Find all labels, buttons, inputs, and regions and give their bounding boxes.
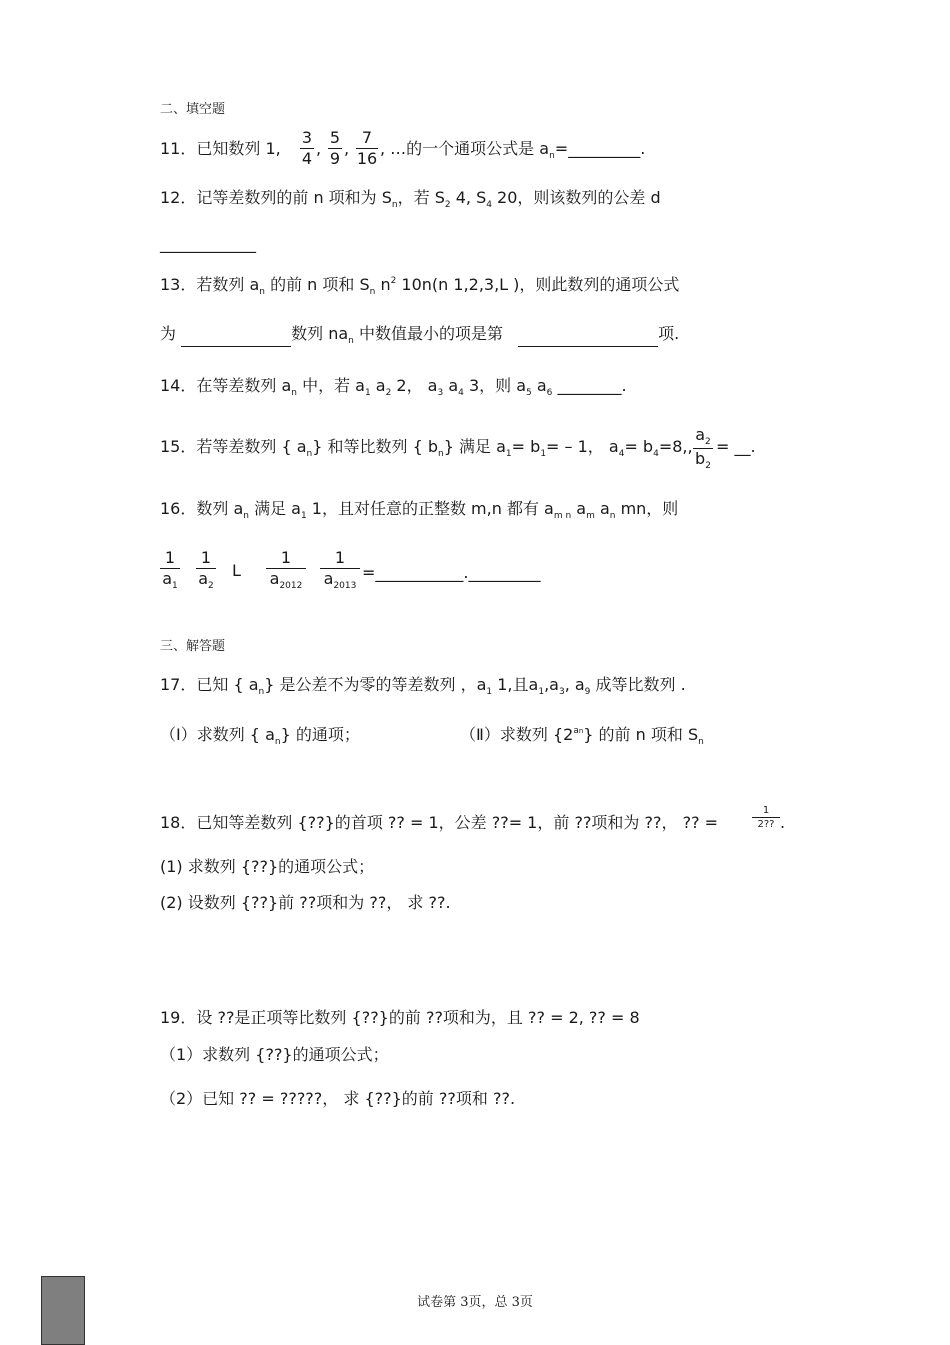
q17-part-1: （Ⅰ）求数列 { $a_n$} 的通项； bbox=[160, 725, 360, 747]
q11-fraction-3: 7 16 bbox=[356, 128, 378, 168]
question-18: 18．已知等差数列 {??}的首项 ?? = 1，公差 ??= 1，前 ??项和为 ??， ?? = bbox=[160, 813, 719, 832]
q18-fraction: 1 2?? bbox=[752, 805, 780, 830]
q16-fraction-4: 1 $a_{2013}$ bbox=[320, 549, 360, 591]
q11-tail: , …的一个通项公式是 $a_n=\_\_\_\_\_\_\_\_\_$. bbox=[380, 139, 646, 161]
page-corner-block bbox=[41, 1276, 85, 1345]
q15-answer: = __. bbox=[716, 437, 756, 456]
q18-part-1: (1) 求数列 {??}的通项公式； bbox=[160, 857, 375, 876]
q11-fraction-1: 3 4 bbox=[301, 128, 313, 168]
question-19: 19．设 ??是正项等比数列 {??}的前 ??项和为，且 ?? = 2, ?? = 8 bbox=[160, 1008, 640, 1027]
question-11: 11．已知数列 1, bbox=[160, 139, 281, 158]
section-answer-title: 三、解答题 bbox=[160, 639, 226, 654]
q13-blank-1 bbox=[181, 330, 291, 347]
page-footer: 试卷第 3页，总 3页 bbox=[417, 1295, 533, 1310]
q11-fraction-2: 5 9 bbox=[329, 128, 341, 168]
q13-blank-2 bbox=[518, 330, 658, 347]
question-14: 14．在等差数列 $a_n$ 中，若 $a_1$ $a_2$ 2， $a_3$ $a_4$ 3，则 $a_5$ $a_6$ ________. bbox=[160, 376, 627, 398]
q15-fraction: $a_2$ $b_2$ bbox=[693, 426, 713, 471]
q16-fraction-3: 1 $a_{2012}$ bbox=[266, 549, 306, 591]
question-16: 16．数列 $a_n$ 满足 $a_1$ 1，且对任意的正整数 m,n 都有 $a_{m n}$ $a_m$ $a_n$ mn，则 bbox=[160, 499, 679, 521]
question-13: 13．若数列 $a_n$ 的前 n 项和 $S_n$ $n^2$ 10n(n 1,2,3,L )，则此数列的通项公式 bbox=[160, 275, 680, 297]
q19-part-2: （2）已知 ?? = ?????， 求 {??}的前 ??项和 ??. bbox=[160, 1089, 516, 1108]
section-fill-in-title: 二、填空题 bbox=[160, 102, 226, 117]
q19-part-1: （1）求数列 {??}的通项公式； bbox=[160, 1045, 389, 1064]
q18-part-2: (2) 设数列 {??}前 ??项和为 ??， 求 ??. bbox=[160, 893, 451, 912]
q16-answer: =___________._________ bbox=[362, 563, 541, 582]
q16-fraction-1: 1 $a_1$ bbox=[160, 549, 180, 591]
q17-part-2: （Ⅱ）求数列 $\{2^{an}\}$ 的前 n 项和 $S_n$ bbox=[460, 725, 704, 747]
question-13-line2: 为 数列 $na_n$ 中数值最小的项是第 项. bbox=[160, 324, 680, 346]
q12-answer-blank: ____________ bbox=[160, 234, 256, 253]
q16-fraction-2: 1 $a_2$ bbox=[196, 549, 216, 591]
question-12: 12．记等差数列的前 n 项和为 $S_n$，若 $S_2$ 4, $S_4$ 20，则该数列的公差 d bbox=[160, 188, 661, 210]
question-17: 17．已知 { $a_n$} 是公差不为零的等差数列 ，$a_1$ 1,且$a_1,a_3$, $a_9$ 成等比数列 . bbox=[160, 675, 686, 697]
question-15: 15．若等差数列 { $a_n$} 和等比数列 { $b_n$} 满足 $a_1= b_1= - 1$， $a_4= b_4=8$,, bbox=[160, 437, 693, 459]
